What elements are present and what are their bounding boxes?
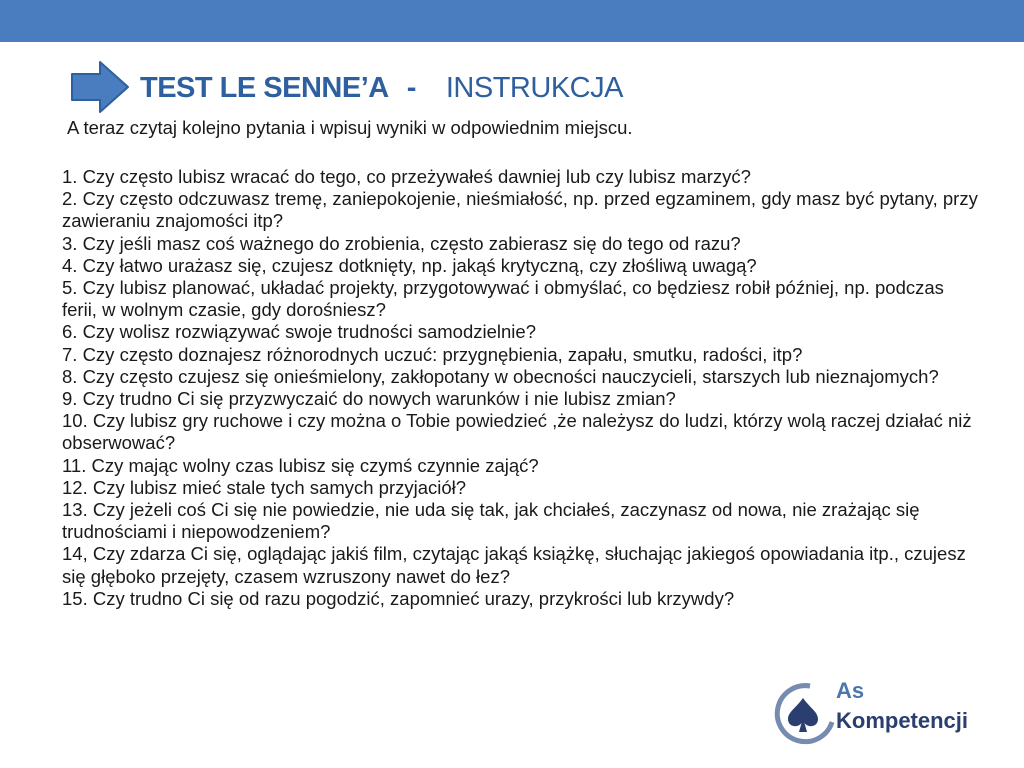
question-item: 1. Czy często lubisz wracać do tego, co przeżywałeś dawniej lub czy lubisz marzyć? <box>62 166 751 187</box>
logo-top-text: As <box>836 678 865 703</box>
question-list <box>62 166 982 610</box>
title-regular: INSTRUKCJA <box>445 72 623 104</box>
arrow-right-icon <box>70 60 130 114</box>
title-separator: - <box>406 72 416 104</box>
question-item: 2. Czy często odczuwasz tremę, zaniepokojenie, nieśmiałość, np. przed egzaminem, gdy masz być pytany, przy zawieraniu znajomości itp? <box>62 188 978 232</box>
question-item: 8. Czy często czujesz się onieśmielony, zakłopotany w obecności nauczycieli, starszych lub nieznajomych? <box>62 365 939 387</box>
question-item: 5. Czy lubisz planować, układać projekty, przygotowywać i obmyślać, co będziesz robił później, np. podczas ferii, w wolnym czasie, gdy dorośniesz? <box>62 277 944 321</box>
question-item: 3. Czy jeśli masz coś ważnego do zrobienia, często zabierasz się do tego od razu? <box>62 232 741 254</box>
question-item: 15. Czy trudno Ci się od razu pogodzić, zapomnieć urazy, przykrości lub krzywdy? <box>62 587 735 609</box>
question-item: 13. Czy jeżeli coś Ci się nie powiedzie, nie uda się tak, jak chciałeś, zaczynasz od nowa, nie zrażając się trudnościami i niepowodzeniem? <box>62 499 920 543</box>
top-bar <box>0 0 1024 42</box>
question-item: 7. Czy często doznajesz różnorodnych uczuć: przygnębienia, zapału, smutku, radości, itp? <box>62 343 803 365</box>
logo-bottom-text: Kompetencji <box>836 708 969 733</box>
question-item: 4. Czy łatwo urażasz się, czujesz dotknięty, np. jakąś krytyczną, czy złośliwą uwagą? <box>62 254 757 276</box>
logo <box>770 678 1000 748</box>
slide-title <box>140 68 623 108</box>
question-item: 6. Czy wolisz rozwiązywać swoje trudności samodzielnie? <box>62 321 536 343</box>
spade-circle-icon <box>770 678 840 748</box>
question-item: 14, Czy zdarza Ci się, oglądając jakiś film, czytając jakąś książkę, słuchając jakiegoś opowiadania itp., czujesz się głęboko przejęty, czasem wzruszony nawet do łez? <box>62 543 966 587</box>
question-item: 12. Czy lubisz mieć stale tych samych przyjaciół? <box>62 476 467 498</box>
title-bold: TEST LE SENNE’A <box>140 72 389 104</box>
question-item: 11. Czy mając wolny czas lubisz się czymś czynnie zająć? <box>62 454 539 476</box>
question-item: 10. Czy lubisz gry ruchowe i czy można o Tobie powiedzieć ,że należysz do ludzi, którzy wolą raczej działać niż obserwować? <box>62 410 972 454</box>
intro-text: A teraz czytaj kolejno pytania i wpisuj wyniki w odpowiednim miejscu. <box>67 117 633 138</box>
question-item: 9. Czy trudno Ci się przyzwyczaić do nowych warunków i nie lubisz zmian? <box>62 388 676 410</box>
